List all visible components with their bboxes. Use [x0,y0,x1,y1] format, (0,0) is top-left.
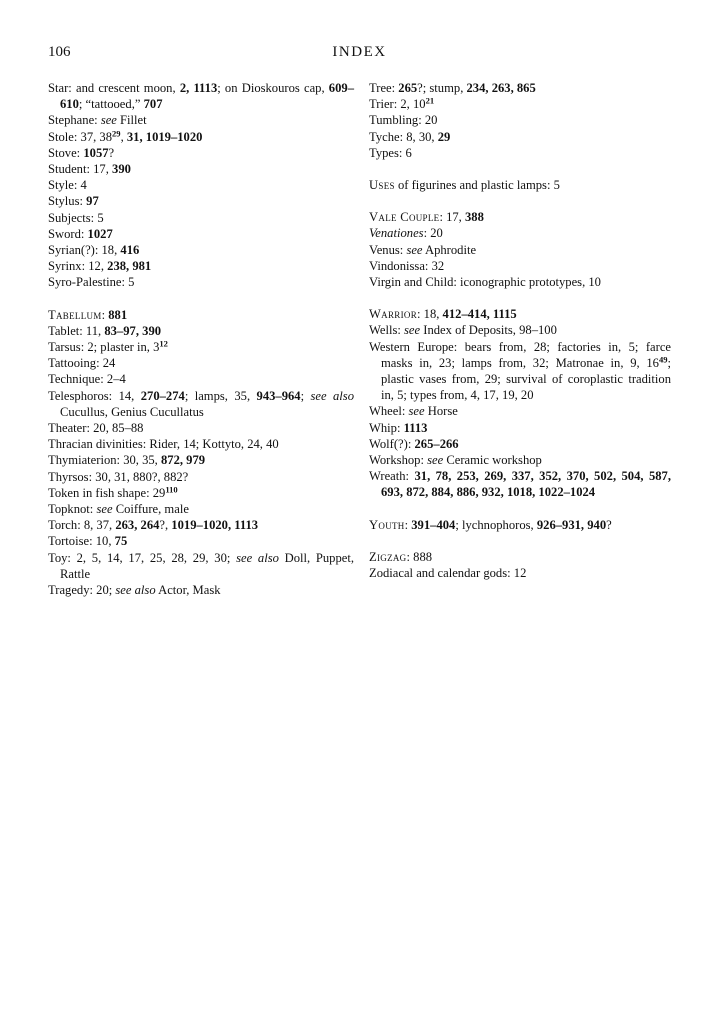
figure-ref: 391–404 [411,517,456,532]
entry-text: : 20 [423,226,443,241]
entry-text: see also [236,550,279,565]
entry-text: Aphrodite [422,242,477,257]
entry-text: Trier: 2, 10 [369,97,426,112]
entry-text: ; lychnophoros, [455,517,537,532]
footnote-ref: 49 [658,354,668,365]
entry-text: ?; stump, [417,81,467,95]
index-entry [48,550,354,582]
entry-text: Virgin and Child: iconographic prototypes, 10 [369,275,601,290]
index-entry [48,161,354,177]
index-entry [48,371,354,387]
entry-text: Technique: 2–4 [48,372,126,387]
index-entry [369,452,671,468]
index-entry [48,177,354,193]
index-entry [48,355,354,371]
entry-text: Stylus: [48,194,87,209]
index-entry [48,112,354,128]
entry-text: Uses [369,178,395,193]
index-entry [48,210,354,226]
index-column-left [48,80,354,598]
index-entry [369,420,671,436]
entry-text: Syrian(?): 18, [48,243,121,258]
entry-text: Tree: [369,81,399,95]
index-entry [369,468,671,500]
entry-text: Venus: [369,242,407,257]
entry-text: ?, [159,518,172,533]
entry-text: Types: 6 [369,145,412,160]
entry-text: Wreath: [369,469,415,484]
entry-text: Tumbling: 20 [369,113,438,128]
figure-ref: 412–414, 1115 [442,307,517,322]
figure-ref: 707 [143,97,163,112]
footnote-ref: 12 [159,338,168,349]
entry-text: see [406,242,423,257]
figure-ref: 1057 [83,145,109,160]
entry-text: Workshop: [369,453,428,468]
entry-text: ? [108,145,115,160]
figure-ref: 1027 [87,226,113,241]
figure-ref: 31, 78, 253, 269, 337, 352, 370, 502, 504, 587, 693, 872, 884, 886, 932, 1018, 1022–1024 [381,469,671,500]
entry-text: Theater: 20, 85–88 [48,421,144,436]
entry-text: Tattooing: 24 [48,356,116,371]
index-entry [369,339,671,404]
index-entry [48,258,354,274]
entry-text: Thracian divinities: Rider, 14; Kottyto, 24, 40 [48,437,279,452]
entry-text: of figurines and plastic lamps: 5 [394,178,560,193]
entry-text: Syro-Palestine: 5 [48,275,135,290]
entry-text: Ceramic workshop [443,453,542,468]
entry-text: Torch: 8, 37, [48,518,116,533]
entry-text: Tragedy: 20; [48,583,116,598]
index-entry [369,145,671,161]
entry-text: Index of Deposits, 98–100 [420,323,557,338]
figure-ref: 943–964 [256,388,301,403]
figure-ref: 1113 [403,420,428,435]
index-entry [369,258,671,274]
figure-ref: 1019–1020, 1113 [171,518,259,533]
index-column-right [369,80,671,581]
index-entry [369,565,671,581]
entry-text: see [100,113,117,128]
figure-ref: 265 [398,81,418,95]
entry-text: Token in fish shape: 29 [48,485,166,500]
figure-ref: 609–610 [60,81,354,112]
index-entry [48,323,354,339]
entry-text: Doll, Puppet, Rattle [60,550,355,581]
entry-text: Thymiaterion: 30, 35, [48,453,161,468]
index-entry [48,501,354,517]
index-entry [48,80,354,112]
figure-ref: 2, 1113 [179,81,218,95]
figure-ref: 75 [114,534,128,549]
index-entry [48,485,354,501]
index-entry [369,436,671,452]
entry-text: : 17, [439,210,465,225]
entry-text: Tortoise: 10, [48,534,115,549]
entry-text: : 18, [417,307,443,322]
entry-text: Zigzag [369,549,407,564]
index-entry [369,112,671,128]
index-entry [369,96,671,112]
figure-ref: 234, 263, 865 [466,81,536,95]
entry-text: ? [606,517,612,532]
entry-text: Tyche: 8, 30, [369,129,438,144]
index-entry [48,420,354,436]
entry-text: Student: 17, [48,162,113,177]
entry-text: , [120,129,127,144]
figure-ref: 872, 979 [160,453,206,468]
entry-text: Thyrsos: 30, 31, 880?, 882? [48,469,189,484]
entry-text: see [96,502,113,517]
index-entry [48,469,354,485]
index-entry [369,129,671,145]
entry-text: ; on Dioskouros cap, [217,81,329,95]
entry-text: Tablet: 11, [48,323,105,338]
index-entry [48,582,354,598]
footnote-ref: 21 [425,95,435,106]
entry-text: Zodiacal and calendar gods: 12 [369,566,527,581]
figure-ref: 97 [86,194,99,209]
figure-ref: 31, 1019–1020 [126,129,203,144]
page-number: 106 [48,44,71,60]
figure-ref: 416 [120,243,140,258]
index-entry [48,388,354,420]
index-entry [369,225,671,241]
index-entry [369,517,671,533]
index-entry [369,177,671,193]
entry-text: Stole: 37, 38 [48,129,113,144]
entry-text: Syrinx: 12, [48,259,108,274]
entry-text: Style: 4 [48,178,87,193]
entry-text: Vindonissa: 32 [369,258,445,273]
entry-text: Tarsus: 2; plaster in, 3 [48,340,160,355]
entry-text: see [408,404,425,419]
entry-text: Venationes [369,226,424,241]
entry-text: Cucullus, Genius Cucullatus [60,404,204,419]
entry-text: ; [300,388,311,403]
index-entry [48,307,354,323]
index-entry [48,226,354,242]
figure-ref: 270–274 [140,388,185,403]
entry-text: : 888 [406,549,433,564]
index-entry [369,274,671,290]
entry-text: Coiffure, male [112,502,189,517]
figure-ref: 83–97, 390 [104,323,162,338]
index-entry [369,403,671,419]
entry-text: Youth [369,517,405,532]
entry-text: see [427,453,444,468]
entry-text: Star: and crescent moon, [48,81,180,95]
index-entry [369,549,671,565]
entry-text: Wolf(?): [369,436,415,451]
entry-text: see also [115,583,156,598]
index-entry [48,517,354,533]
entry-text: Horse [424,404,458,419]
entry-text: see also [310,388,354,403]
index-entry [48,145,354,161]
figure-ref: 926–931, 940 [536,517,607,532]
entry-text: Fillet [116,113,147,128]
index-entry [48,339,354,355]
entry-text: Topknot: [48,502,97,517]
entry-text: Tabellum [48,307,102,322]
footnote-ref: 110 [165,484,178,495]
index-entry [48,242,354,258]
entry-text: Wheel: [369,404,409,419]
index-entry [48,193,354,209]
entry-text: : [404,517,412,532]
figure-ref: 388 [464,210,484,225]
index-entry [48,129,354,145]
figure-ref: 881 [108,307,128,322]
entry-text: ; lamps, 35, [184,388,257,403]
entry-text: Telesphoros: 14, [48,388,141,403]
entry-text: Wells: [369,323,405,338]
index-entry [369,306,671,322]
entry-text: Vale Couple [369,210,440,225]
figure-ref: 263, 264 [115,518,160,533]
index-entry [369,209,671,225]
entry-text: Stove: [48,145,84,160]
index-entry [48,452,354,468]
entry-text: Toy: 2, 5, 14, 17, 25, 28, 29, 30; [48,550,237,565]
figure-ref: 238, 981 [107,259,152,274]
index-entry [48,436,354,452]
figure-ref: 29 [437,129,451,144]
figure-ref: 390 [112,162,131,177]
running-head: INDEX [332,44,387,60]
figure-ref: 265–266 [414,436,459,451]
entry-text: Subjects: 5 [48,210,104,225]
entry-text: Whip: [369,420,404,435]
footnote-ref: 29 [112,127,121,138]
index-entry [369,242,671,258]
index-entry [369,80,671,96]
index-entry [48,274,354,290]
entry-text: Warrior [369,307,417,322]
index-entry [48,533,354,549]
index-entry [369,322,671,338]
entry-text: ; “tattooed,” [78,97,144,112]
entry-text: see [404,323,421,338]
entry-text: Actor, Mask [155,583,221,598]
entry-text: Western Europe: bears from, 28; factories in, 5; farce masks in, 23; lamps from, 32; Matronae in, 9, 16 [369,339,671,370]
entry-text: Sword: [48,226,88,241]
entry-text: : [101,307,109,322]
entry-text: Stephane: [48,113,101,128]
entry-text: ; plastic vases from, 29; survival of coroplastic tradition in, 5; types from, 4, 17, 19, 20 [381,355,671,403]
